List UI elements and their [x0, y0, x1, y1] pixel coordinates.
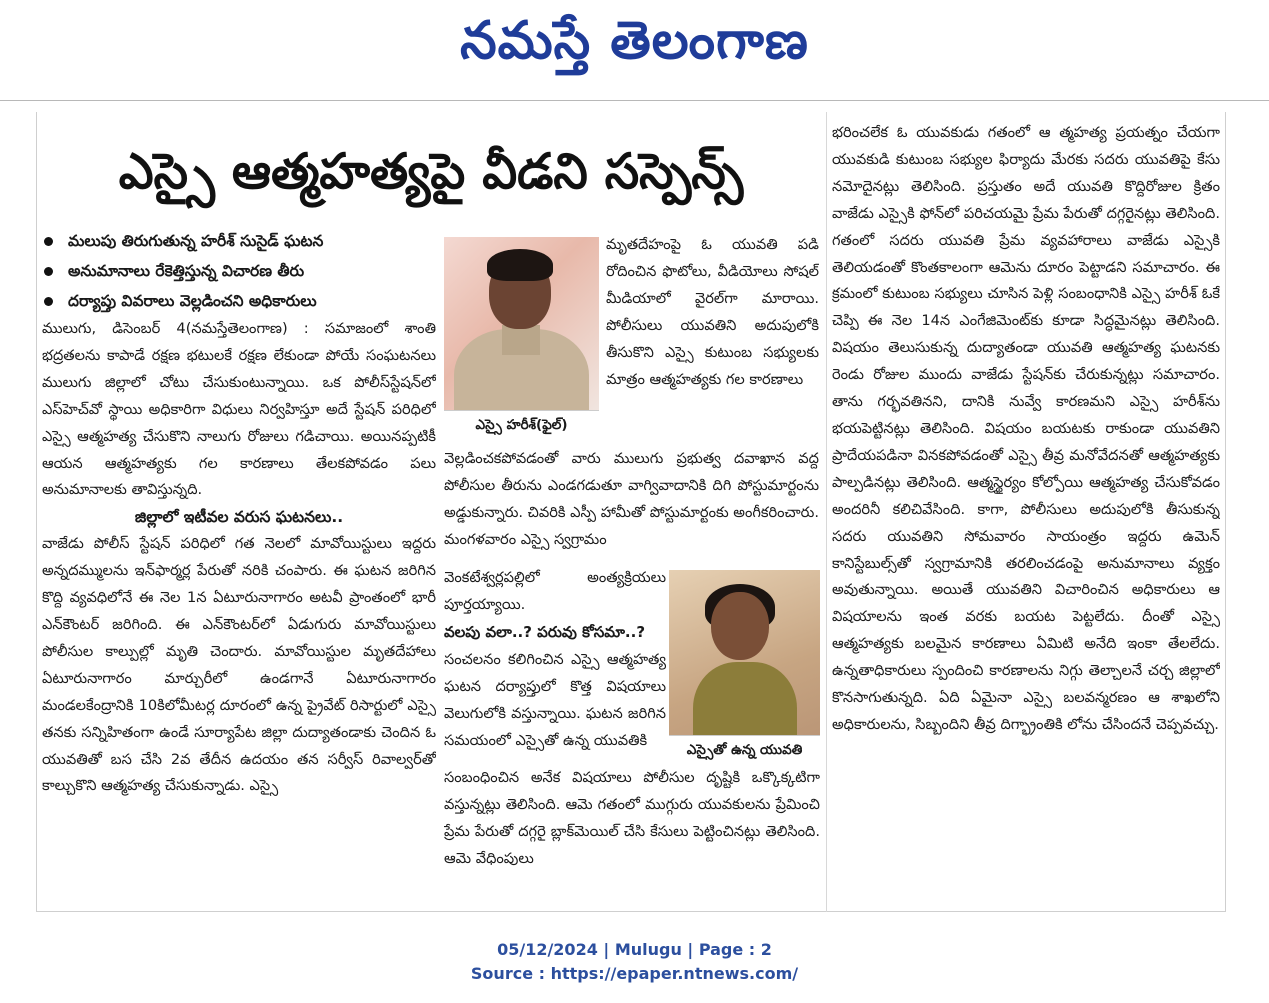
- body-paragraph: వాజేడు పోలీస్ స్టేషన్ పరిధిలో గత నెలలో మావోయిస్టులు ఇద్దరు అన్నదమ్ములను ఇన్‌ఫార్మర్ల పేరుతో నరికి చంపారు. ఈ ఘటన జరిగిన కొద్ది వ్యవధిలోనే ఈ నెల 1న ఏటూరునాగారం అటవీ ప్రాంతంలో భారీ ఎన్‌కౌంటర్ జరిగింది. ఈ ఎన్‌కౌంటర్‌లో ఏడుగురు మావోయిస్టులు పోలీసుల కాల్పుల్లో మృతి చెందారు. మావోయిస్టుల మృతదేహాలు ఏటూరునాగారం మార్చురీలో ఉండగానే ఏటూరునాగారం మండలకేంద్రానికి 10కిలోమీటర్ల దూరంలో ఉన్న ప్రైవేట్ రిసార్టులో ఎస్సై తనకు సన్నిహితంగా ఉండే సూర్యాపేట జిల్లా దుద్యాతండాకు చెందిన ఓ యువతితో బస చేసి 2వ తేదీన ఉదయం తన సర్వీస్ రివాల్వర్‌తో కాల్చుకొని ఆత్మహత్య చేసుకున్నాడు. ఎస్సై: [42, 535, 436, 795]
- bullet-icon: [44, 237, 53, 246]
- article-column-3: [832, 120, 1220, 905]
- bullet-icon: [44, 297, 53, 306]
- section-subhead: జిల్లాలో ఇటీవల వరుస ఘటనలు..: [134, 508, 344, 527]
- footer-source: Source : https://epaper.ntnews.com/: [470, 964, 799, 983]
- photo-si-harish: [444, 237, 599, 439]
- article-column-2-mid: [444, 446, 819, 584]
- body-paragraph: ములుగు, డిసెంబర్ 4(నమస్తేతెలంగాణ) : సమాజంలో శాంతి భద్రతలను కాపాడే రక్షణ భటులకే రక్షణ లేకుండా పోయే సంఘటనలు ములుగు జిల్లాలో చోటు చేసుకుంటున్నాయి. ఒక పోలీస్‌స్టేషన్‌లో ఎస్‌హెచ్‌వో స్థాయి అధికారిగా విధులు నిర్వహిస్తూ అదే స్టేషన్ పరిధిలో ఎస్సై ఆత్మహత్య చేసుకొని నాలుగు రోజులు గడిచాయి. అయినప్పటికీ ఆయన ఆత్మహత్యకు గల కారణాలు తేలకపోవడం పలు అనుమానాలకు తావిస్తున్నది.: [42, 320, 436, 499]
- body-paragraph: వెంకటేశ్వర్లపల్లిలో అంత్యక్రియలు పూర్తయ్యాయి.: [444, 569, 666, 613]
- column-divider: [826, 112, 827, 912]
- body-paragraph: సంచలనం కలిగించిన ఎస్సై ఆత్మహత్య ఘటన దర్యాప్తులో కొత్త విషయాలు వెలుగులోకి వస్తున్నాయి. ఘటన జరిగిన సమయంలో ఎస్సైతో ఉన్న యువతికి: [444, 651, 666, 749]
- section-subhead: వలపు వలా..? పరువు కోసమా..?: [444, 623, 646, 641]
- bullet-text: మలుపు తిరుగుతున్న హరీశ్ సుసైడ్ ఘటన: [68, 232, 324, 250]
- bullet-list: [40, 226, 440, 316]
- bullet-item: [40, 286, 440, 316]
- frame-border: [36, 911, 1226, 912]
- frame-border: [36, 112, 37, 912]
- bullet-item: [40, 226, 440, 256]
- frame-border: [1225, 112, 1226, 912]
- footer-dateline: 05/12/2024 | Mulugu | Page : 2: [497, 940, 772, 959]
- body-paragraph: మృతదేహంపై ఓ యువతి పడి రోదించిన ఫొటోలు, వీడియోలు సోషల్ మీడియాలో వైరల్‌గా మారాయి. పోలీసులు యువతిని అదుపులోకి తీసుకొని ఎస్సై కుటుంబ సభ్యులకు మాత్రం ఆత్మహత్యకు గల కారణాలు: [606, 236, 819, 388]
- photo-caption: ఎస్సై హరీశ్(ఫైల్): [444, 410, 599, 439]
- bullet-text: అనుమానాలు రేకెత్తిస్తున్న విచారణ తీరు: [68, 262, 305, 280]
- body-paragraph: భరించలేక ఓ యువకుడు గతంలో ఆ త్మహత్య ప్రయత్నం చేయగా యువకుడి కుటుంబ సభ్యుల ఫిర్యాదు మేరకు సదరు యువతిపై కేసు నమోదైనట్లు తెలిసింది. ప్రస్తుతం అదే యువతి కొద్దిరోజుల క్రితం వాజేడు ఎస్సైకి ఫోన్‌లో పరిచయమై ప్రేమ పేరుతో దగ్గరైనట్లు తెలిసింది. గతంలో సదరు యువతి ప్రేమ వ్యవహారాలు వాజేడు ఎస్సైకి తెలియడంతో కొంతకాలంగా ఆమెను దూరం పెట్టాడని సమాచారం. ఈ క్రమంలో కుటుంబ సభ్యులు చూసిన పెళ్లి సంబంధానికి ఎస్సై హరీశ్ ఓకే చెప్పి ఈ నెల 14న ఎంగేజిమెంట్‌కు కూడా సిద్ధమైనట్లు తెలిసింది. విషయం తెలుసుకున్న దుద్యాతండా యువతి ఆత్మహత్య ఘటనకు రెండు రోజుల ముందు వాజేడు స్టేషన్‌కు చేరుకున్నట్లు సమాచారం. తాను గర్భవతినని, దానికి నువ్వే కారణమని ఎస్సై హరీశ్‌ను భయపెట్టినట్లు తెలిసింది. విషయం బయటకు రాకుండా యువతిని ప్రాదేయపడినా వినకపోవడంతో ఎస్సై తీవ్ర మనోవేదనతో ఆత్మహత్యకు పాల్పడినట్లు తెలిసింది. ఆత్మస్థైర్యం కోల్పోయి ఆత్మహత్య చేసుకోవడం అందరినీ కలిచివేసింది. కాగా, పోలీసులు అదుపులోకి తీసుకున్న సదరు యువతిని సోమవారం సాయంత్రం ఇద్దరు ఉమెన్ కానిస్టేబుల్స్‌తో స్వగ్రామానికి తరలించడంపై అనుమానాలు వ్యక్తం అవుతున్నాయి. అయితే యువతిని విచారించిన అధికారులు ఆ విషయాలను ఇంత వరకు బయట పెట్టలేదు. దీంతో ఎస్సై ఆత్మహత్యకు బలమైన కారణాలు ఏమిటి అనేది ఇంకా తేలలేదు. ఉన్నతాధికారులు స్పందించి కారణాలను నిగ్గు తెల్చాలనే చర్చ జిల్లాలో కొనసాగుతున్నది. ఏది ఏమైనా ఎస్సై బలవన్మరణం ఆ శాఖలోని అధికారులను, సిబ్బందిని తీవ్ర దిగ్భ్రాంతికి లోను చేసిందనే చెప్పవచ్చు.: [832, 124, 1220, 733]
- bullet-item: [40, 256, 440, 286]
- article-column-2-mid2: [444, 565, 666, 615]
- photo-caption: ఎస్సైతో ఉన్న యువతి: [669, 735, 820, 764]
- masthead-rule: [0, 100, 1269, 101]
- bullet-text: దర్యాప్తు వివరాలు వెల్లడించని అధికారులు: [68, 292, 317, 310]
- article-column-2-lower: [444, 647, 666, 755]
- body-paragraph: సంబంధించిన అనేక విషయాలు పోలీసుల దృష్టికి ఒక్కొక్కటిగా వస్తున్నట్లు తెలిసింది. ఆమె గతంలో ముగ్గురు యువకులను ప్రేమించి ప్రేమ పేరుతో దగ్గరై బ్లాక్‌మెయిల్ చేసి కేసులు పెట్టించినట్లు తెలిసింది. ఆమె వేధింపులు: [444, 769, 820, 867]
- photo-young-woman: [669, 570, 820, 764]
- article-column-2-top: [606, 232, 819, 447]
- bullet-icon: [44, 267, 53, 276]
- portrait-face: [711, 592, 769, 660]
- masthead-logo: నమస్తే తెలంగాణ: [460, 11, 809, 71]
- article-headline: ఎస్సై ఆత్మహత్యపై వీడని సస్పెన్స్: [118, 143, 744, 200]
- body-paragraph: వెల్లడించకపోవడంతో వారు ములుగు ప్రభుత్వ దవాఖాన వద్ద పోలీసుల తీరును ఎండగడుతూ వాగ్వివాదానికి దిగి పోస్టుమార్టంను అడ్డుకున్నారు. చివరికి ఎస్పీ హామీతో పోస్టుమార్టంకు అంగీకరించారు. మంగళవారం ఎస్సై స్వగ్రామం: [444, 450, 819, 548]
- masthead: [0, 0, 1269, 102]
- article-column-1: [42, 316, 436, 901]
- article-column-2-bottom: [444, 765, 820, 905]
